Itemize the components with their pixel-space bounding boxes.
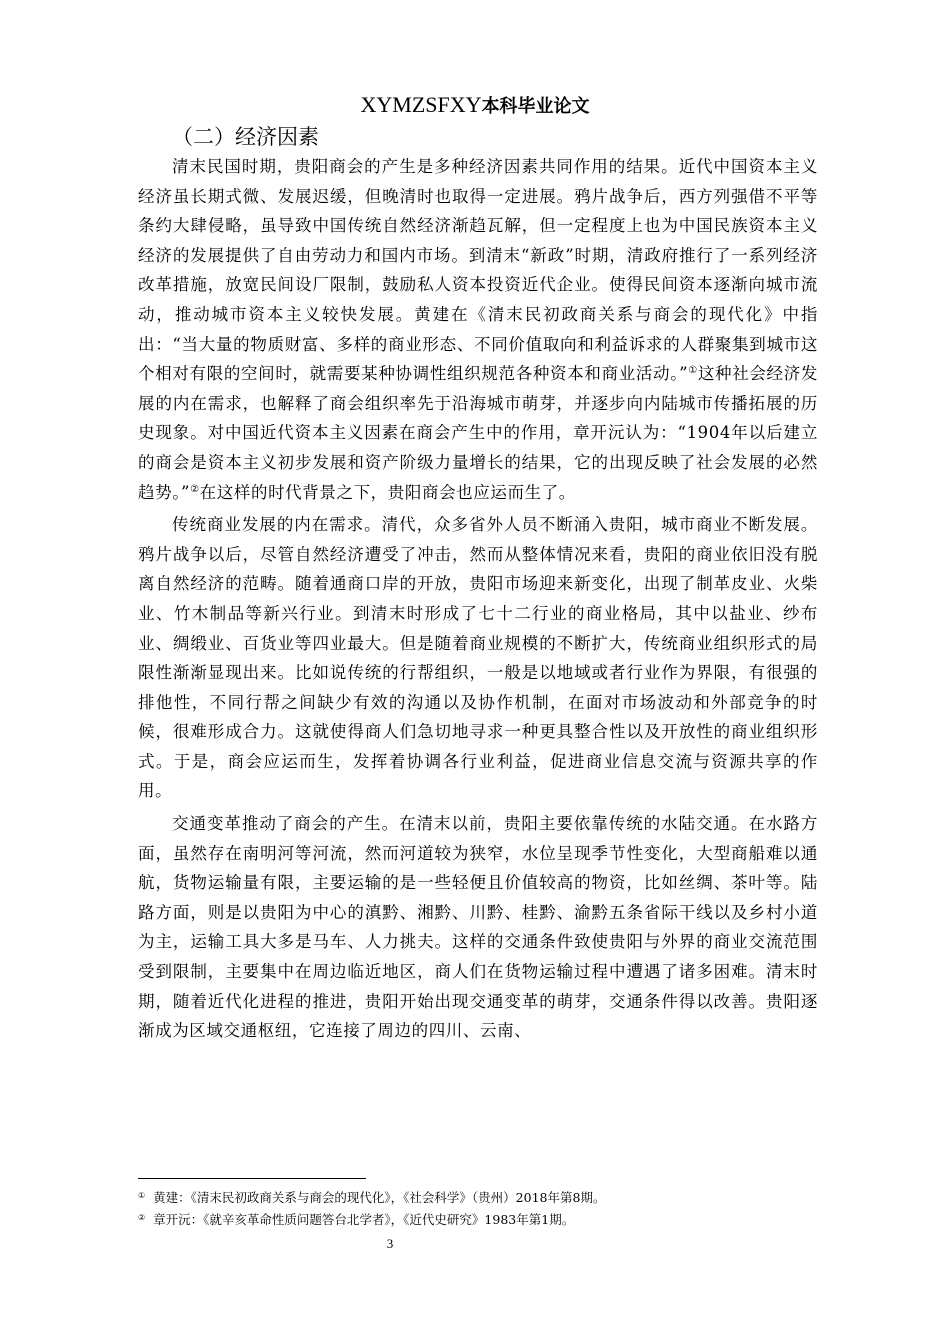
footnote-1	[138, 1186, 838, 1208]
page-header	[0, 92, 950, 120]
header-title: 本科毕业论文	[481, 96, 590, 117]
footnote-2-text: 章开沅：《就辛亥革命性质问题答台北学者》，《近代史研究》1983年第1期。	[153, 1212, 575, 1227]
header-latin: XYMZSFXY	[360, 92, 482, 117]
paragraph-1-part-2: 这种社会经济发展的内在需求，也解释了商会组织率先于沿海城市萌芽，并逐步向内陆城市传播拓展的历史现象。对中国近代资本主义因素在商会产生中的作用，章开沅认为：“1904年以后建立的商会是资本主义初步发展和资产阶级力量增长的结果，它的出现反映了社会发展的必然趋势。”	[138, 364, 818, 502]
footnote-1-text: 黄建：《清末民初政商关系与商会的现代化》，《社会科学》（贵州）2018年第8期。	[153, 1190, 606, 1205]
footnote-1-mark: ①	[138, 1191, 146, 1200]
footnote-ref-2: ②	[190, 483, 200, 495]
section-title: （二）经济因素	[172, 125, 319, 149]
footnote-divider	[138, 1178, 366, 1179]
paragraph-3: 交通变革推动了商会的产生。在清末以前，贵阳主要依靠传统的水陆交通。在水路方面，虽然存在南明河等河流，然而河道较为狭窄，水位呈现季节性变化，大型商船难以通航，货物运输量有限，主要运输的是一些轻便且价值较高的物资，比如丝绸、茶叶等。陆路方面，则是以贵阳为中心的滇黔、湘黔、川黔、桂黔、渝黔五条省际干线以及乡村小道为主，运输工具大多是马车、人力挑夫。这样的交通条件致使贵阳与外界的商业交流范围受到限制，主要集中在周边临近地区，商人们在货物运输过程中遭遇了诸多困难。清末时期，随着近代化进程的推进，贵阳开始出现交通变革的萌芽，交通条件得以改善。贵阳逐渐成为区域交通枢纽，它连接了周边的四川、云南、	[138, 814, 818, 1041]
paragraph-2: 传统商业发展的内在需求。清代，众多省外人员不断涌入贵阳，城市商业不断发展。鸦片战争以后，尽管自然经济遭受了冲击，然而从整体情况来看，贵阳的商业依旧没有脱离自然经济的范畴。随着通商口岸的开放，贵阳市场迎来新变化，出现了制革皮业、火柴业、竹木制品等新兴行业。到清末时形成了七十二行业的商业格局，其中以盐业、纱布业、绸缎业、百货业等四业最大。但是随着商业规模的不断扩大，传统商业组织形式的局限性渐渐显现出来。比如说传统的行帮组织，一般是以地域或者行业作为界限，有很强的排他性，不同行帮之间缺少有效的沟通以及协作机制，在面对市场波动和外部竞争的时候，很难形成合力。这就使得商人们急切地寻求一种更具整合性以及开放性的商业组织形式。于是，商会应运而生，发挥着协调各行业利益，促进商业信息交流与资源共享的作用。	[138, 515, 818, 801]
paragraph-1-part-1: 清末民国时期，贵阳商会的产生是多种经济因素共同作用的结果。近代中国资本主义经济虽长期式微、发展迟缓，但晚清时也取得一定进展。鸦片战争后，西方列强借不平等条约大肆侵略，虽导致中国传统自然经济渐趋瓦解，但一定程度上也为中国民族资本主义经济的发展提供了自由劳动力和国内市场。到清末“新政”时期，清政府推行了一系列经济改革措施，放宽民间设厂限制，鼓励私人资本投资近代企业。使得民间资本逐渐向城市流动，推动城市资本主义较快发展。黄建在《清末民初政商关系与商会的现代化》中指出：“当大量的物质财富、多样的商业形态、不同价值取向和利益诉求的人群聚集到城市这个相对有限的空间时，就需要某种协调性组织规范各种资本和商业活动。”	[138, 157, 818, 384]
footnotes	[138, 1186, 838, 1230]
footnote-2-mark: ②	[138, 1213, 146, 1222]
paragraph-1	[138, 152, 818, 507]
body-text	[138, 152, 818, 1046]
paragraph-1-part-3: 在这样的时代背景之下，贵阳商会也应运而生了。	[199, 482, 576, 502]
footnote-2	[138, 1208, 838, 1230]
footnote-ref-1: ①	[688, 365, 698, 377]
page-number: 3	[386, 1236, 394, 1251]
